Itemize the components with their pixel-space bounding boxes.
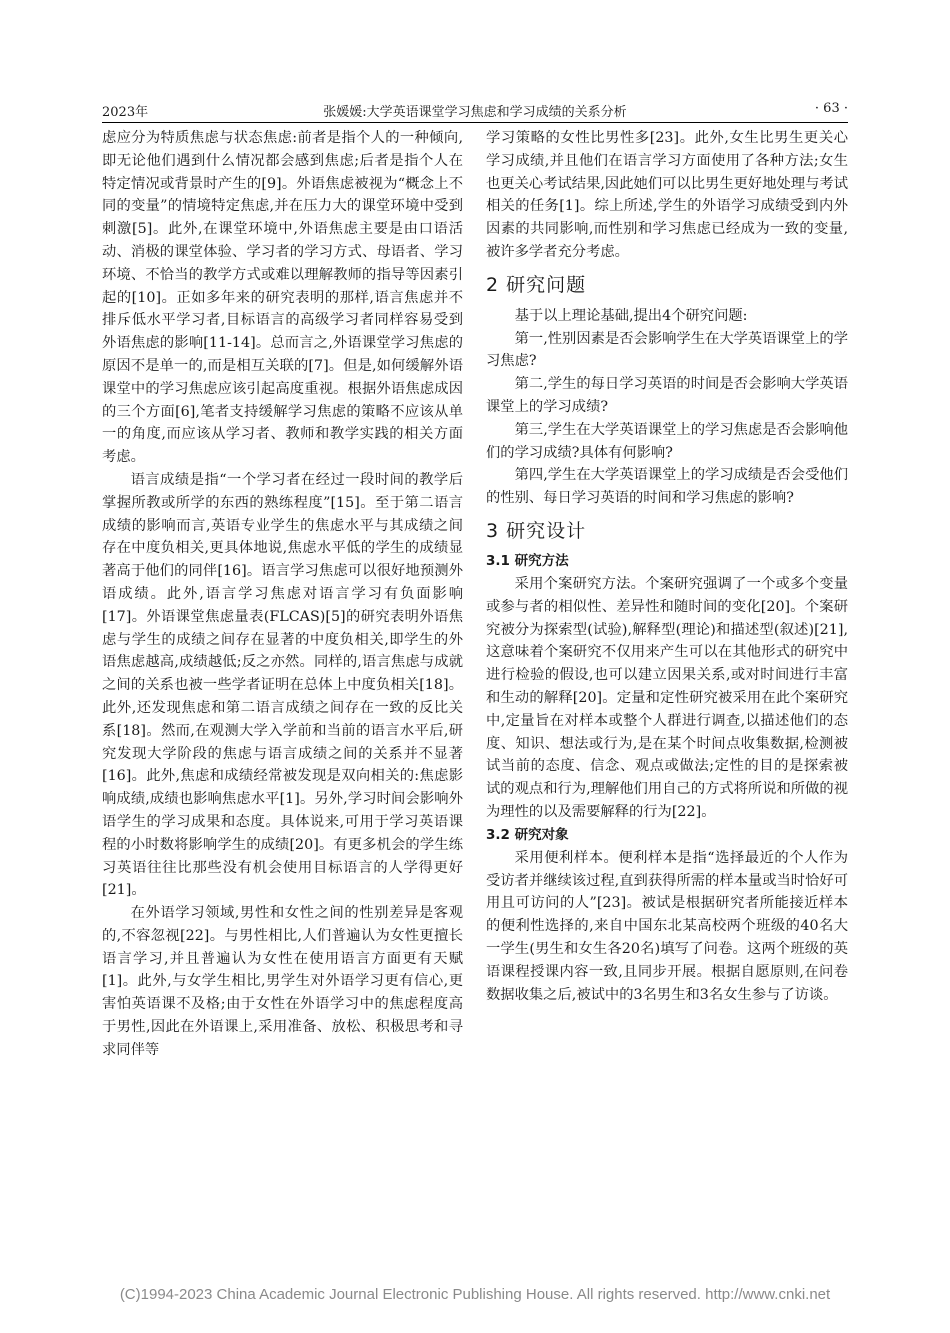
- section-3-2-heading: 3.2 研究对象: [486, 826, 569, 843]
- left-paragraph-2: 语言成绩是指“一个学习者在经过一段时间的教学后掌握所教或所学的东西的熟练程度”[15]。至于第二语言成绩的影响而言,英语专业学生的焦虑水平与其成绩之间存在中度负相关,更具体地说,焦虑水平低的学生的成绩显著高于他们的同伴[16]。语言学习焦虑可以很好地预测外语成绩。此外,语言学习焦虑对语言学习有负面影响[17]。外语课堂焦虑量表(FLCAS)[5]的研究表明外语焦虑与学生的成绩之间存在显著的中度负相关,即学生的外语焦虑越高,成绩越低;反之亦然。同样的,语言焦虑与成就之间的关系也被一些学者证明在总体上中度负相关[18]。此外,还发现焦虑和第二语言成绩之间存在一致的反比关系[18]。然而,在观测大学入学前和当前的语言水平后,研究发现大学阶段的焦虑与语言成绩之间的关系并不显著[16]。此外,焦虑和成绩经常被发现是双向相关的:焦虑影响成绩,成绩也影响焦虑水平[1]。另外,学习时间会影响外语学生的学习成果和态度。具体说来,可用于学习英语课程的小时数将影响学生的成绩[20]。有更多机会的学生练习英语往往比那些没有机会使用目标语言的人学得更好[21]。: [102, 471, 463, 899]
- section-3-2-text: 采用便利样本。便利样本是指“选择最近的个人作为受访者并继续该过程,直到获得所需的样本量或当时恰好可用且可访问的人”[23]。被试是根据研究者所能接近样本的便利性选择的,来自中国东北某高校两个班级的40名大一学生(男生和女生各20名)填写了问卷。这两个班级的英语课程授课内容一致,且同步开展。根据自愿原则,在问卷数据收集之后,被试中的3名男生和3名女生参与了访谈。: [486, 849, 848, 1003]
- header-rule: [102, 122, 848, 123]
- header-page-number: · 63 ·: [814, 101, 848, 116]
- section-3-heading: 3 研究设计: [486, 519, 587, 542]
- running-header: [102, 101, 848, 121]
- section-2-intro: 基于以上理论基础,提出4个研究问题:: [514, 307, 748, 324]
- section-3-1-heading: 3.1 研究方法: [486, 552, 569, 569]
- right-column: [486, 127, 848, 1006]
- left-column: [102, 127, 463, 1062]
- research-question-2: 第二,学生的每日学习英语的时间是否会影响大学英语课堂上的学习成绩?: [486, 376, 848, 415]
- header-year: 2023年: [102, 105, 149, 120]
- research-question-4: 第四,学生在大学英语课堂上的学习成绩是否会受他们的性别、每日学习英语的时间和学习焦虑的影响?: [486, 467, 848, 507]
- copyright-footer: (C)1994-2023 China Academic Journal Electronic Publishing House. All rights reserved. http://www.cnki.net: [119, 1286, 831, 1303]
- header-title: 张媛媛:大学英语课堂学习焦虑和学习成绩的关系分析: [323, 105, 627, 120]
- research-question-3: 第三,学生在大学英语课堂上的学习焦虑是否会影响他们的学习成绩?具体有何影响?: [486, 421, 848, 461]
- left-paragraph-3: 在外语学习领域,男性和女性之间的性别差异是客观的,不容忽视[22]。与男性相比,人们普遍认为女性更擅长语言学习,并且普遍认为女性在使用语言方面更有天赋[1]。此外,与女学生相比,男学生对外语学习更有信心,更害怕英语课不及格;由于女性在外语学习中的焦虑程度高于男性,因此在外语课上,采用准备、放松、积极思考和寻求同伴等: [102, 905, 463, 1058]
- right-paragraph-1: 学习策略的女性比男性多[23]。此外,女生比男生更关心学习成绩,并且他们在语言学习方面使用了各种方法;女生也更关心考试结果,因此她们可以比男生更好地处理与考试相关的任务[1]。综上所述,学生的外语学习成绩受到内外因素的共同影响,而性别和学习焦虑已经成为一致的变量,被许多学者充分考虑。: [486, 130, 848, 260]
- research-question-1: 第一,性别因素是否会影响学生在大学英语课堂上的学习焦虑?: [486, 330, 848, 370]
- left-paragraph-1: 虑应分为特质焦虑与状态焦虑:前者是指个人的一种倾向,即无论他们遇到什么情况都会感到焦虑;后者是指个人在特定情况或背景时产生的[9]。外语焦虑被视为“概念上不同的变量”的情境特定焦虑,并在压力大的课堂环境中受到刺激[5]。此外,在课堂环境中,外语焦虑主要是由口语活动、消极的课堂体验、学习者的学习方式、母语者、学习环境、不恰当的教学方式或难以理解教师的指导等因素引起的[10]。正如多年来的研究表明的那样,语言焦虑并不排斥低水平学习者,目标语言的高级学习者同样容易受到外语焦虑的影响[11-14]。总而言之,外语课堂学习焦虑的原因不是单一的,而是相互关联的[7]。但是,如何缓解外语课堂中的学习焦虑应该引起高度重视。根据外语焦虑成因的三个方面[6],笔者支持缓解学习焦虑的策略不应该从单一的角度,而应该从学习者、教师和教学实践的相关方面考虑。: [102, 130, 463, 466]
- section-2-heading: 2 研究问题: [486, 273, 587, 296]
- section-3-1-text: 采用个案研究方法。个案研究强调了一个或多个变量或参与者的相似性、差异性和随时间的变化[20]。个案研究被分为探索型(试验),解释型(理论)和描述型(叙述)[21],这意味着个案研究不仅用来产生可以在其他形式的研究中进行检验的假设,也可以建立因果关系,或对时间进行丰富和生动的解释[20]。定量和定性研究被采用在此个案研究中,定量旨在对样本或整个人群进行调查,以描述他们的态度、知识、想法或行为,是在某个时间点收集数据,检测被试当前的态度、信念、观点或做法;定性的目的是探索被试的观点和行为,理解他们用自己的方式将所说和所做的视为理性的以及需要解释的行为[22]。: [486, 575, 848, 820]
